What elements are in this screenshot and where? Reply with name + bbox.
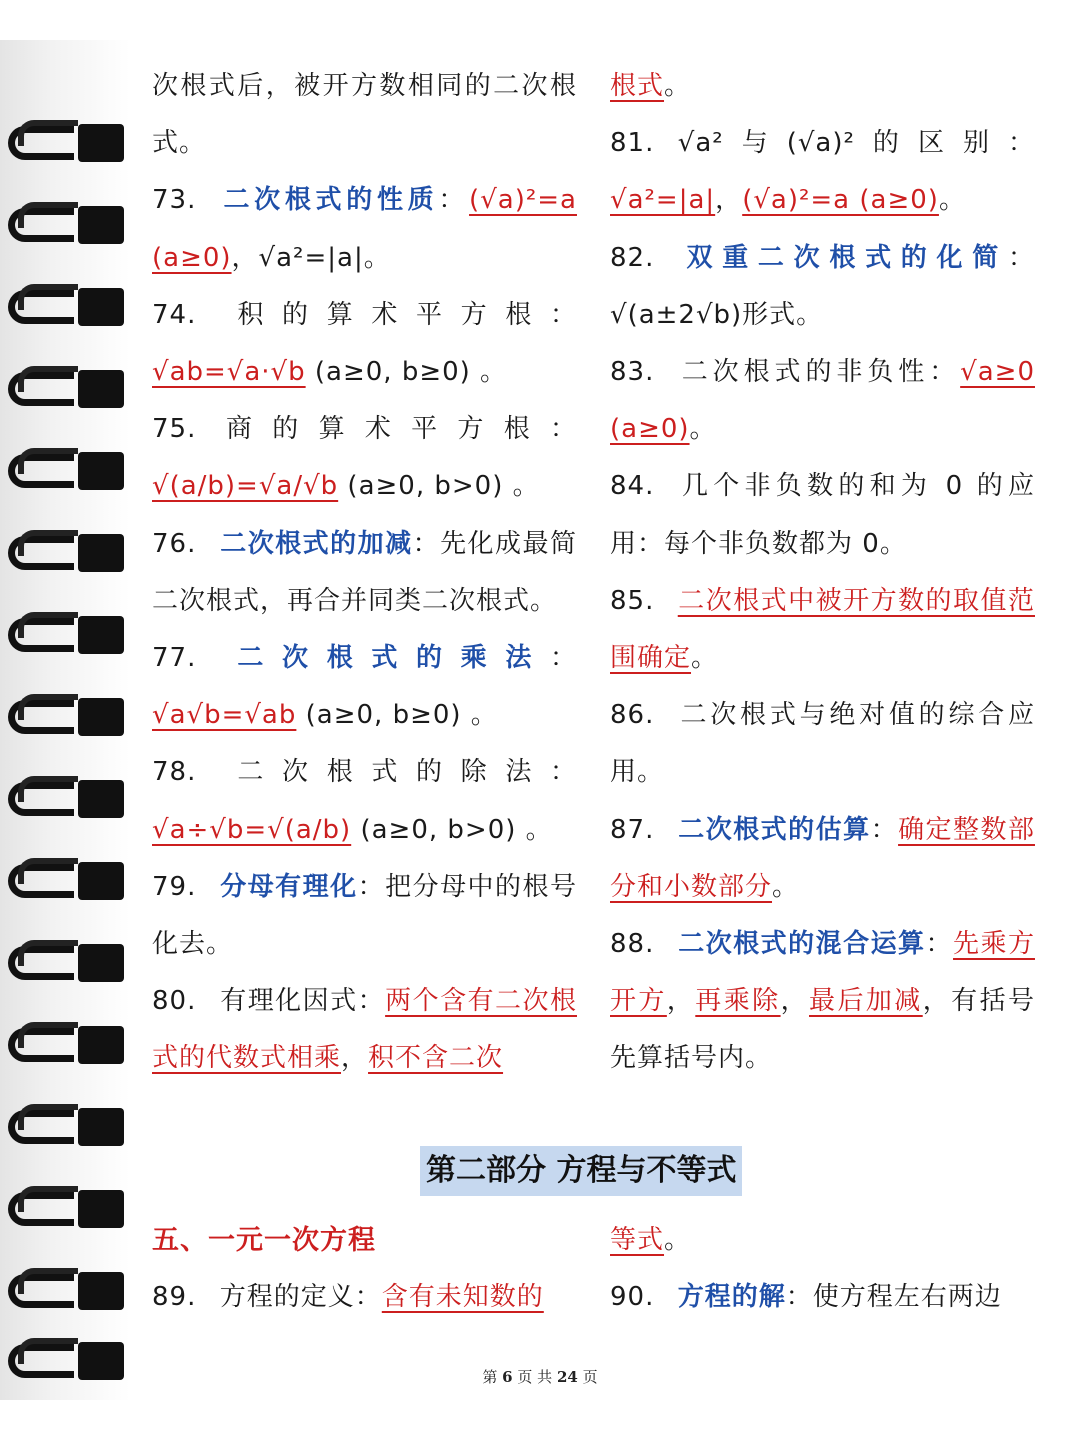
item-90 [610,1269,1035,1326]
item-81 [610,115,1035,229]
page-footer [0,1366,1080,1387]
item-76 [152,516,577,630]
binding-ring [8,202,126,248]
term: 商的算术平方根 [219,414,550,445]
chapter-title: 五、一元一次方程 [152,1225,376,1256]
term: 二次根式的性质 [219,185,439,216]
binding-ring [8,858,126,904]
item-number: 77. [152,643,197,674]
item-75 [152,401,577,515]
text: ，有括号先算括号内。 [610,986,1035,1074]
text: 。 [938,185,966,216]
spiral-binding [0,40,130,1400]
right-column [610,58,1035,1088]
punct: ， [715,185,743,216]
formula: √a√b=√ab [152,700,297,731]
colon: ： [549,299,577,330]
term: 有理化因式 [219,986,358,1017]
highlight: 积不含二次 [368,1043,504,1074]
colon: ： [870,814,899,845]
binding-ring [8,776,126,822]
binding-ring [8,940,126,986]
item-number: 75. [152,414,197,445]
formula: √(a/b)=√a/√b [152,471,339,502]
text: (a≥0, b>0) 。 [338,471,540,502]
colon: ： [1007,128,1035,159]
item-73 [152,172,577,286]
left-column-lower [152,1212,577,1326]
page-total: 24 [556,1368,578,1386]
right-column-lower [610,1212,1035,1326]
punct: ， [341,1043,369,1074]
formula: √ab=√a·√b [152,357,306,388]
footer-middle: 页 共 [517,1368,553,1386]
left-column [152,58,577,1088]
paragraph [610,58,1035,115]
highlight: 先乘方开方 [610,929,1035,1017]
text: (a≥0, b>0) 。 [351,814,553,845]
paragraph [610,1212,1035,1269]
colon: ： [438,185,470,216]
term: 二次根式的混合运算 [677,929,926,960]
term: 方程的解 [677,1282,786,1313]
term: 二次根式的除法 [219,757,550,788]
binding-ring [8,1268,126,1314]
item-80 [152,973,577,1087]
colon: ： [549,643,577,674]
term: 二次根式的非负性 [677,357,930,388]
item-87 [610,802,1035,916]
text: ，√a²=|a|。 [231,242,391,273]
highlight: 等式 [610,1225,665,1255]
colon: ： [354,1282,382,1312]
formula: √a≥0 (a≥0) [610,357,1035,445]
binding-ring [8,1104,126,1150]
text: 先化成最简二次根式，再合并同类二次根式。 [152,528,577,616]
item-number: 85. [610,585,655,616]
highlight: 根式 [610,71,665,101]
text: 每个非负数都为 0。 [664,528,907,559]
item-number: 88. [610,929,655,960]
item-88 [610,916,1035,1088]
term: 二次根式与绝对值的综合应用 [610,700,1035,788]
formula: √a÷√b=√(a/b) [152,814,352,845]
colon: ： [929,357,961,388]
colon: ： [549,757,577,788]
colon: ： [412,528,441,559]
item-77 [152,630,577,744]
item-number: 76. [152,528,197,559]
text: (a≥0, b≥0) 。 [296,700,498,731]
punct: ， [780,986,810,1017]
text: √(a±2√b)形式。 [610,299,824,330]
highlight: 最后加减 [809,986,923,1017]
binding-ring [8,530,126,576]
term: √a²与(√a)²的区别 [677,128,1008,159]
punct: ， [666,986,696,1017]
item-89 [152,1269,577,1326]
item-number: 73. [152,185,197,216]
text: 。 [772,871,800,902]
text: 使方程左右两边 [812,1282,1002,1313]
text: 。 [691,643,719,674]
footer-prefix: 第 [482,1368,498,1386]
binding-ring [8,694,126,740]
colon: ： [637,528,665,559]
footer-suffix: 页 [582,1368,598,1386]
colon: ： [925,929,954,960]
item-number: 87. [610,814,655,845]
page-number: 6 [502,1368,513,1386]
text: 次根式后，被开方数相同的二次根式。 [152,71,577,159]
text: (a≥0, b≥0) 。 [305,357,508,388]
term: 二次根式的乘法 [219,643,550,674]
item-number: 82. [610,242,655,273]
item-84 [610,458,1035,572]
formula: (√a)²=a (a≥0) [742,185,939,216]
section-title: 第二部分 方程与不等式 [420,1146,742,1196]
text: 。 [689,414,717,445]
item-86 [610,687,1035,801]
colon: ： [785,1282,813,1313]
highlight: 两个含有二次根式的代数式相乘 [152,986,577,1074]
item-83 [610,344,1035,458]
text: 把分母中的根号化去。 [152,871,577,960]
term: 双重二次根式的化简 [677,242,1008,273]
text: 。 [664,1225,692,1255]
binding-ring [8,1186,126,1232]
paragraph [152,58,577,172]
term: 分母有理化 [219,871,358,902]
item-85 [610,573,1035,687]
binding-ring [8,448,126,494]
item-number: 80. [152,986,197,1017]
text: 。 [637,757,665,788]
highlight: 确定整数部分和小数部分 [610,814,1035,902]
item-number: 83. [610,357,655,388]
term: 二次根式的估算 [677,814,871,845]
item-74 [152,287,577,401]
formula: (√a)²=a (a≥0) [152,185,577,273]
term: 二次根式的加减 [219,528,413,559]
item-number: 79. [152,871,197,902]
colon: ： [357,986,386,1017]
text: 。 [664,71,692,101]
colon: ： [357,871,386,902]
highlight: 含有未知数的 [381,1282,544,1312]
item-79 [152,859,577,973]
colon: ： [549,414,577,445]
item-number: 86. [610,700,655,731]
binding-ring [8,366,126,412]
highlight: 再乘除 [695,986,781,1017]
item-78 [152,744,577,858]
item-82 [610,230,1035,344]
colon: ： [1007,242,1035,273]
highlight: 二次根式中被开方数的取值范围确定 [610,585,1035,674]
term: 几个非负数的和为 0 的应用 [610,471,1035,559]
binding-ring [8,1022,126,1068]
item-number: 81. [610,128,655,159]
binding-ring [8,120,126,166]
formula: √a²=|a| [610,185,716,216]
item-number: 74. [152,299,197,330]
item-number: 89. [152,1282,197,1312]
binding-ring [8,612,126,658]
item-number: 78. [152,757,197,788]
term: 积的算术平方根 [219,299,550,330]
term: 方程的定义 [219,1282,355,1312]
item-number: 90. [610,1282,655,1313]
binding-ring [8,284,126,330]
item-number: 84. [610,471,655,502]
